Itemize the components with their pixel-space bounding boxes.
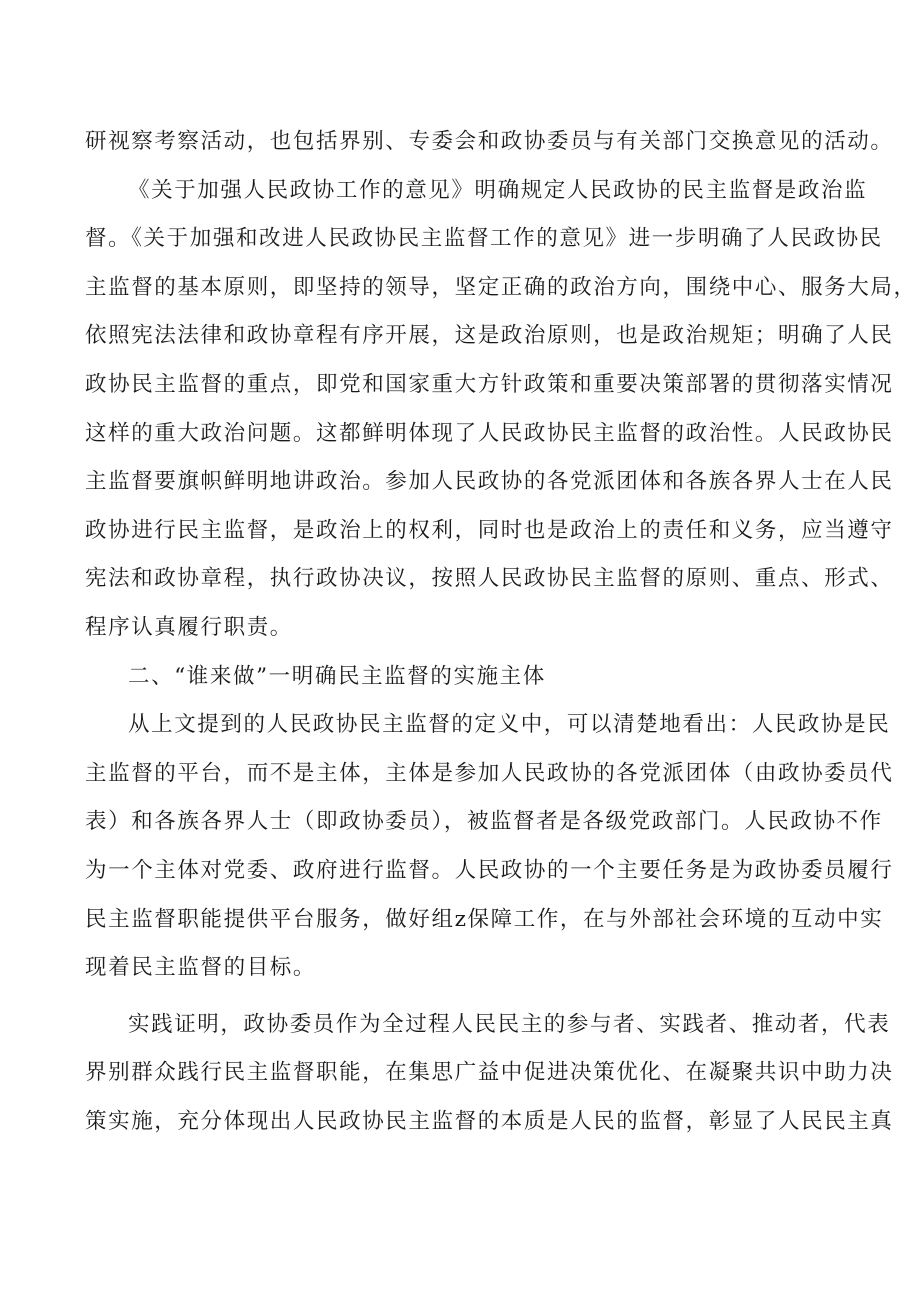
paragraph-3: [85, 701, 894, 993]
text-line: 宪法和政协章程，执行政协决议，按照人民政协民主监督的原则、重点、形式、: [85, 566, 894, 592]
text-line: 程序认真履行职责。: [85, 614, 293, 640]
text-line: 政协进行民主监督，是政治上的权利，同时也是政治上的责任和义务，应当遵守: [85, 517, 894, 543]
paragraph-1: [85, 118, 894, 167]
text-line: 依照宪法法律和政协章程有序开展，这是政治原则，也是政治规矩；明确了人民: [85, 323, 894, 349]
text-line: 研视察考察活动，也包括界别、专委会和政协委员与有关部门交换意见的活动。: [85, 129, 894, 154]
text-line: 主监督的平台，而不是主体，主体是参加人民政协的各党派团体（由政协委员代: [85, 760, 894, 786]
text-line: 督。《关于加强和改进人民政协民主监督工作的意见》进一步明确了人民政协民: [85, 226, 883, 252]
text-line: 界别群众践行民主监督职能，在集思广益中促进决策优化、在凝聚共识中助力决: [85, 1060, 894, 1086]
paragraph-gap: [85, 993, 855, 1001]
text-line: 政协民主监督的重点，即党和国家重大方针政策和重要决策部署的贯彻落实情况: [85, 371, 894, 397]
text-line: 从上文提到的人民政协民主监督的定义中，可以清楚地看出：人民政协是民: [128, 712, 891, 738]
text-line: 实践证明，政协委员作为全过程人民民主的参与者、实践者、推动者，代表: [128, 1011, 891, 1037]
text-line: 主监督的基本原则，即坚持的领导，坚定正确的政治方向，围绕中心、服务大局，: [85, 274, 917, 300]
text-line: 为一个主体对党委、政府进行监督。人民政协的一个主要任务是为政协委员履行: [85, 857, 894, 883]
text-line: 主监督要旗帜鲜明地讲政治。参加人民政协的各党派团体和各族各界人士在人民: [85, 469, 894, 495]
text-line: 《关于加强人民政协工作的意见》明确规定人民政协的民主监督是政治监: [128, 177, 868, 203]
text-line: 这样的重大政治问题。这都鲜明体现了人民政协民主监督的政治性。人民政协民: [85, 420, 894, 446]
text-line: 策实施，充分体现出人民政协民主监督的本质是人民的监督，彰显了人民民主真: [85, 1108, 894, 1134]
text-line: 现着民主监督的目标。: [85, 955, 317, 981]
text-line: 民主监督职能提供平台服务，做好组z保障工作，在与外部社会环境的互动中实: [85, 906, 884, 932]
document-body: [85, 118, 917, 1146]
text-line: 表）和各族各界人士（即政协委员），被监督者是各级党政部门。人民政协不作: [85, 809, 883, 835]
paragraph-4: [85, 1001, 894, 1147]
section-heading: 二、“谁来做”一明确民主监督的实施主体: [128, 663, 546, 689]
paragraph-2: [85, 167, 917, 653]
